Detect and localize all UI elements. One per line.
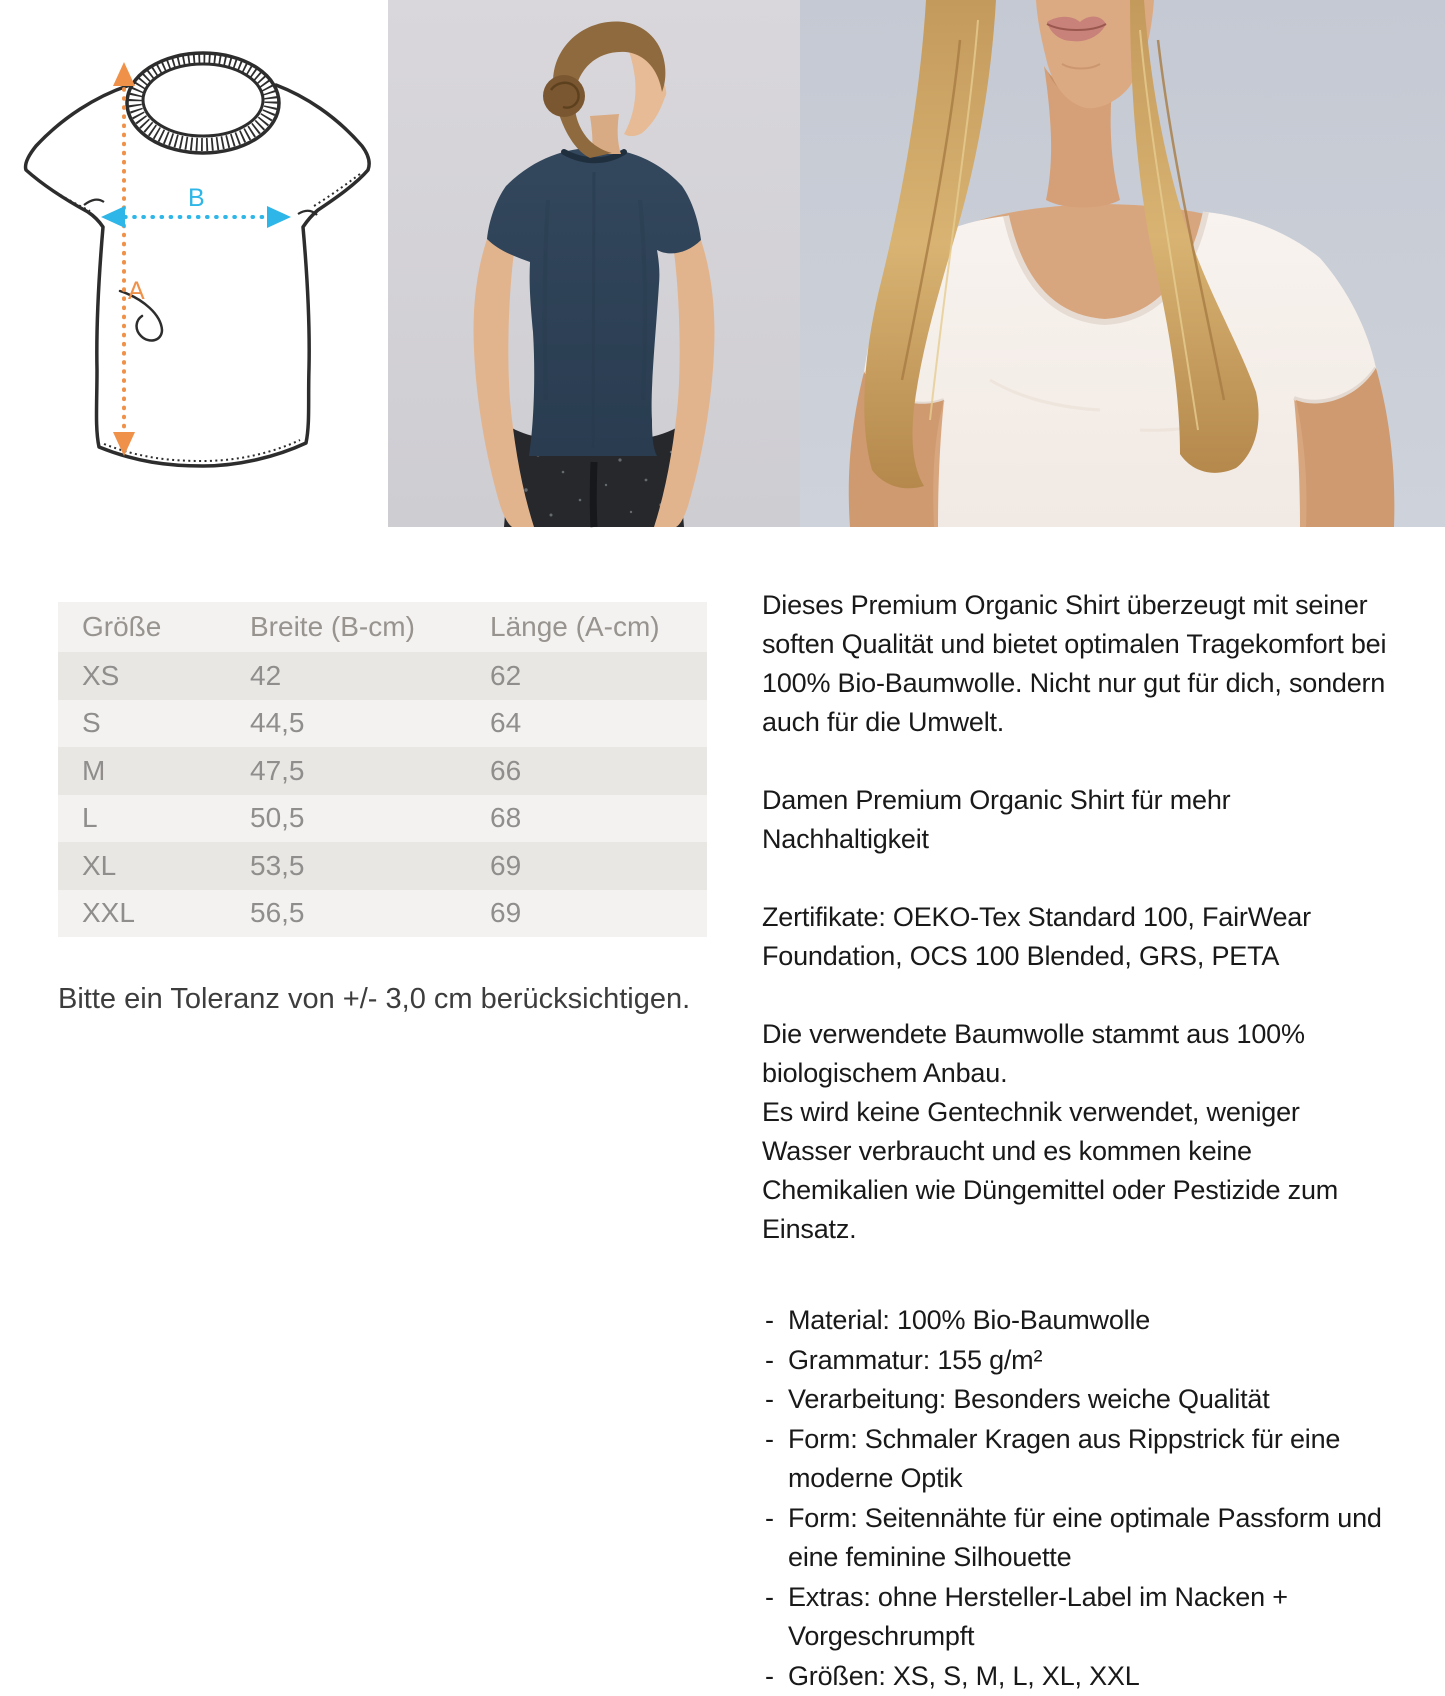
size-table (58, 602, 707, 937)
model-back-photo (388, 0, 800, 527)
table-row (58, 652, 707, 700)
spec-list (762, 1301, 1390, 1696)
col-header-size: Größe (58, 611, 250, 643)
bullet-dash: - (762, 1341, 788, 1381)
product-subtitle: Damen Premium Organic Shirt für mehr Nachhaltigkeit (762, 781, 1390, 859)
width-cell: 47,5 (250, 755, 490, 787)
eco-statement-text: Es wird keine Gentechnik verwendet, weniger Wasser verbraucht und es kommen keine Chemikalien wie Düngemittel oder Pestizide zum Einsatz. (762, 1093, 1390, 1249)
model-front-photo (800, 0, 1445, 527)
col-header-length: Länge (A-cm) (490, 611, 707, 643)
spec-item-text: Extras: ohne Hersteller-Label im Nacken + Vorgeschrumpft (788, 1578, 1390, 1657)
length-cell: 69 (490, 850, 707, 882)
cotton-origin-text: Die verwendete Baumwolle stammt aus 100% biologischem Anbau. (762, 1015, 1390, 1093)
spec-item-text: Verarbeitung: Besonders weiche Qualität (788, 1380, 1390, 1420)
table-row (58, 842, 707, 890)
size-diagram (0, 0, 388, 527)
length-cell: 69 (490, 897, 707, 929)
length-cell: 62 (490, 660, 707, 692)
bullet-dash: - (762, 1301, 788, 1341)
size-cell: XXL (58, 897, 250, 929)
bullet-dash: - (762, 1420, 788, 1499)
table-row (58, 700, 707, 748)
table-row (58, 747, 707, 795)
table-row (58, 795, 707, 843)
spec-item-text: Grammatur: 155 g/m² (788, 1341, 1390, 1381)
bullet-dash: - (762, 1657, 788, 1696)
width-cell: 50,5 (250, 802, 490, 834)
size-cell: M (58, 755, 250, 787)
length-cell: 68 (490, 802, 707, 834)
bullet-dash: - (762, 1380, 788, 1420)
size-cell: XS (58, 660, 250, 692)
spec-item-text: Größen: XS, S, M, L, XL, XXL (788, 1657, 1390, 1696)
spec-item (762, 1657, 1390, 1696)
size-table-header (58, 602, 707, 652)
spec-item (762, 1301, 1390, 1341)
length-label: A (128, 277, 145, 305)
width-cell: 53,5 (250, 850, 490, 882)
product-intro: Dieses Premium Organic Shirt überzeugt mit seiner soften Qualität und bietet optimalen Tragekomfort bei 100% Bio-Baumwolle. Nicht nur gut für dich, sondern auch für die Umwelt. (762, 586, 1390, 742)
size-cell: XL (58, 850, 250, 882)
product-media-row (0, 0, 1445, 527)
width-cell: 56,5 (250, 897, 490, 929)
tshirt-outline-drawing (0, 0, 388, 527)
spec-item (762, 1341, 1390, 1381)
width-cell: 42 (250, 660, 490, 692)
bullet-dash: - (762, 1578, 788, 1657)
length-cell: 66 (490, 755, 707, 787)
tolerance-note: Bitte ein Toleranz von +/- 3,0 cm berücksichtigen. (58, 983, 690, 1016)
spec-item-text: Form: Seitennähte für eine optimale Passform und eine feminine Silhouette (788, 1499, 1390, 1578)
spec-item (762, 1499, 1390, 1578)
spec-item (762, 1380, 1390, 1420)
certificates-text: Zertifikate: OEKO-Tex Standard 100, FairWear Foundation, OCS 100 Blended, GRS, PETA (762, 898, 1390, 976)
col-header-width: Breite (B-cm) (250, 611, 490, 643)
size-cell: S (58, 707, 250, 739)
width-label: B (188, 184, 205, 212)
table-row (58, 890, 707, 938)
spec-item (762, 1420, 1390, 1499)
bullet-dash: - (762, 1499, 788, 1578)
spec-item (762, 1578, 1390, 1657)
size-cell: L (58, 802, 250, 834)
spec-item-text: Material: 100% Bio-Baumwolle (788, 1301, 1390, 1341)
spec-item-text: Form: Schmaler Kragen aus Rippstrick für eine moderne Optik (788, 1420, 1390, 1499)
width-cell: 44,5 (250, 707, 490, 739)
product-description (762, 586, 1390, 1696)
length-cell: 64 (490, 707, 707, 739)
